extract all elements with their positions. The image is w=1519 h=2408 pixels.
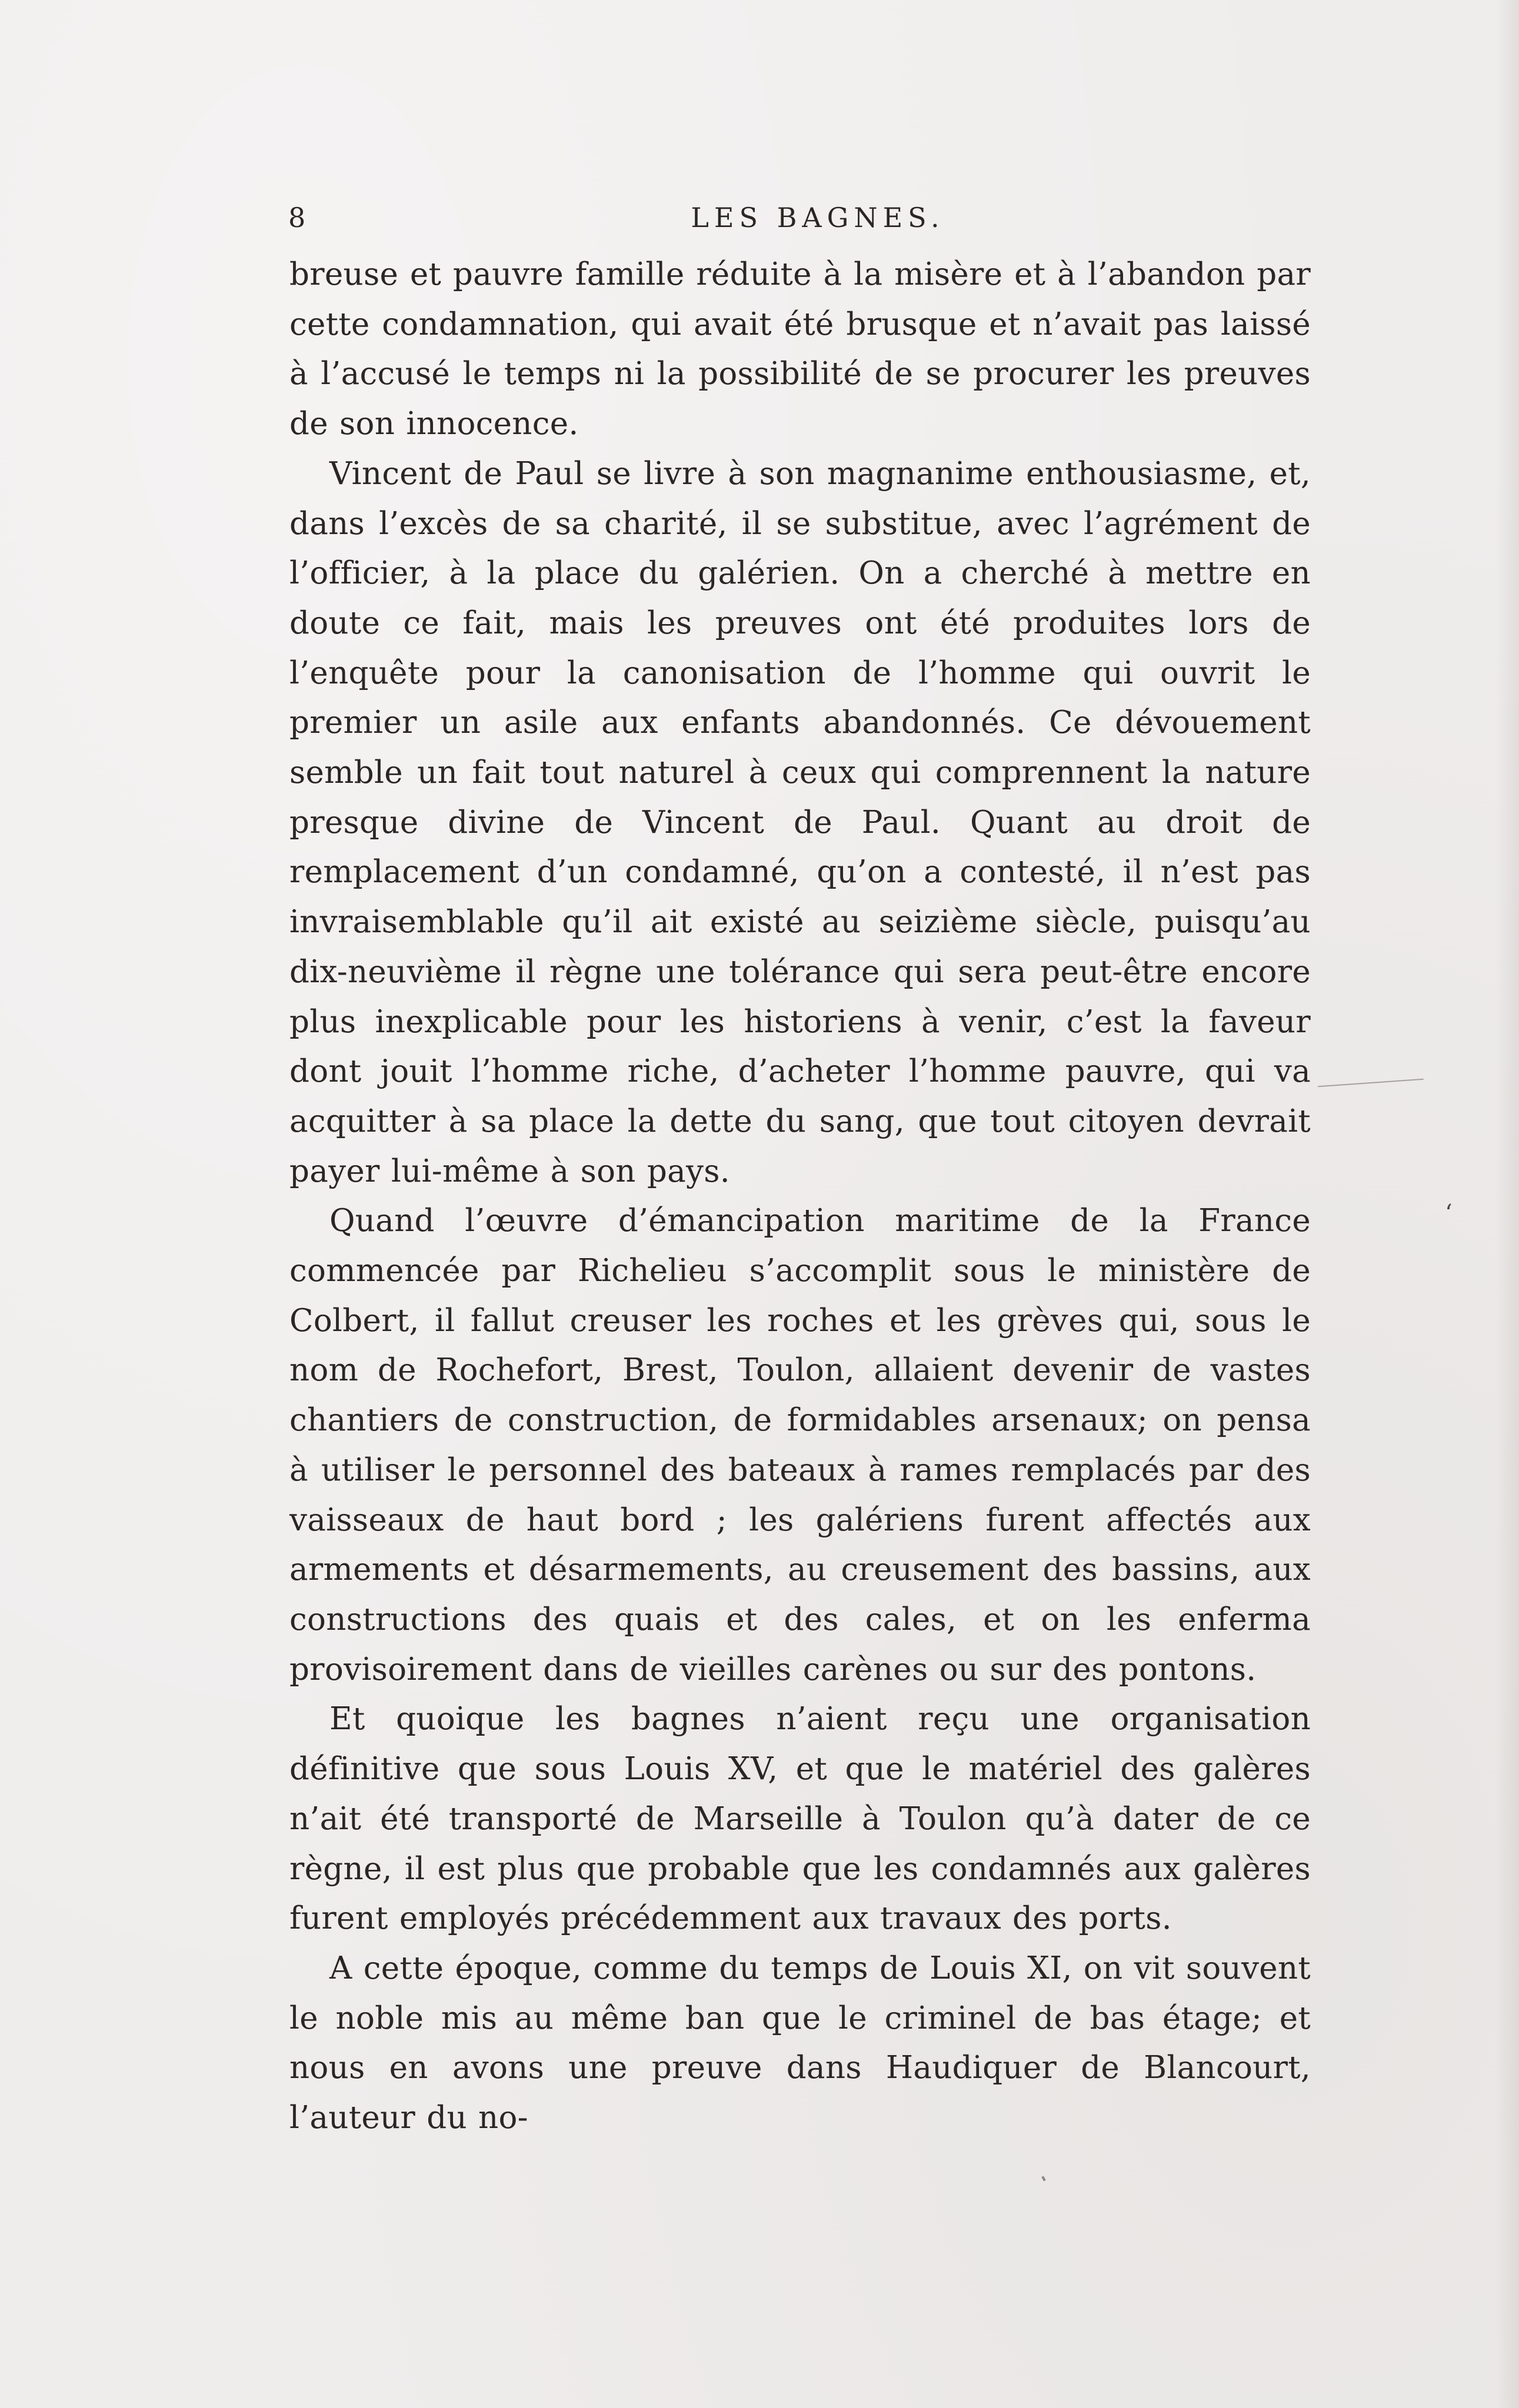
body-text — [289, 250, 1311, 2143]
paragraph-3: Quand l’œuvre d’émancipation maritime de la France commencée par Richelieu s’accomplit sous le ministère de Colbert, il fallut creuser les roches et les grèves qui, sous le nom de Rochefort, Brest, Toulon, allaient devenir de vastes chantiers de construction, de formidables arsenaux; on pensa à utiliser le personnel des bateaux à rames remplacés par des vaisseaux de haut bord ; les galériens furent affectés aux armements et désarmements, au creusement des bassins, aux constructions des quais et des cales, et on les enferma provisoirement dans de vieilles carènes ou sur des pontons. — [289, 1203, 1311, 1687]
stray-ink-dot — [1041, 2176, 1045, 2182]
stray-pen-stroke — [1318, 1079, 1424, 1088]
paragraph-2: Vincent de Paul se livre à son magnanime enthousiasme, et, dans l’excès de sa charité, il se substitue, avec l’agrément de l’officier, à la place du galérien. On a cherché à mettre en doute ce fait, mais les preuves ont été produites lors de l’enquête pour la canonisation de l’homme qui ouvrit le premier un asile aux enfants abandonnés. Ce dévouement semble un fait tout naturel à ceux qui comprennent la nature presque divine de Vincent de Paul. Quant au droit de remplacement d’un condamné, qu’on a contesté, il n’est pas invraisemblable qu’il ait existé au seizième siècle, puisqu’au dix-neuvième il règne une tolérance qui sera peut-être encore plus inexplicable pour les historiens à venir, c’est la faveur dont jouit l’homme riche, d’acheter l’homme pauvre, qui va acquitter à sa place la dette du sang, que tout citoyen devrait payer lui-même à son pays. — [289, 455, 1311, 1189]
paragraph-5: A cette époque, comme du temps de Louis XI, on vit souvent le noble mis au même ban que le criminel de bas étage; et nous en avons une preuve dans Haudiquer de Blancourt, l’auteur du no- — [289, 1950, 1311, 2136]
page-number: 8 — [288, 202, 307, 234]
show-through-shadow — [1495, 0, 1519, 2408]
running-title: LES BAGNES. — [691, 202, 945, 234]
paragraph-4: Et quoique les bagnes n’aient reçu une organisation définitive que sous Louis XV, et que le matériel des galères n’ait été transporté de Marseille à Toulon qu’à dater de ce règne, il est plus que probable que les condamnés aux galères furent employés précédemment aux travaux des ports. — [289, 1701, 1311, 1937]
paragraph-1: breuse et pauvre famille réduite à la misère et à l’abandon par cette condamnation, qui avait été brusque et n’avait pas laissé à l’accusé le temps ni la possibilité de se procurer les preuves de son innocence. — [289, 256, 1311, 442]
running-head — [288, 197, 1312, 238]
margin-mark: ‘ — [1445, 1200, 1453, 1227]
